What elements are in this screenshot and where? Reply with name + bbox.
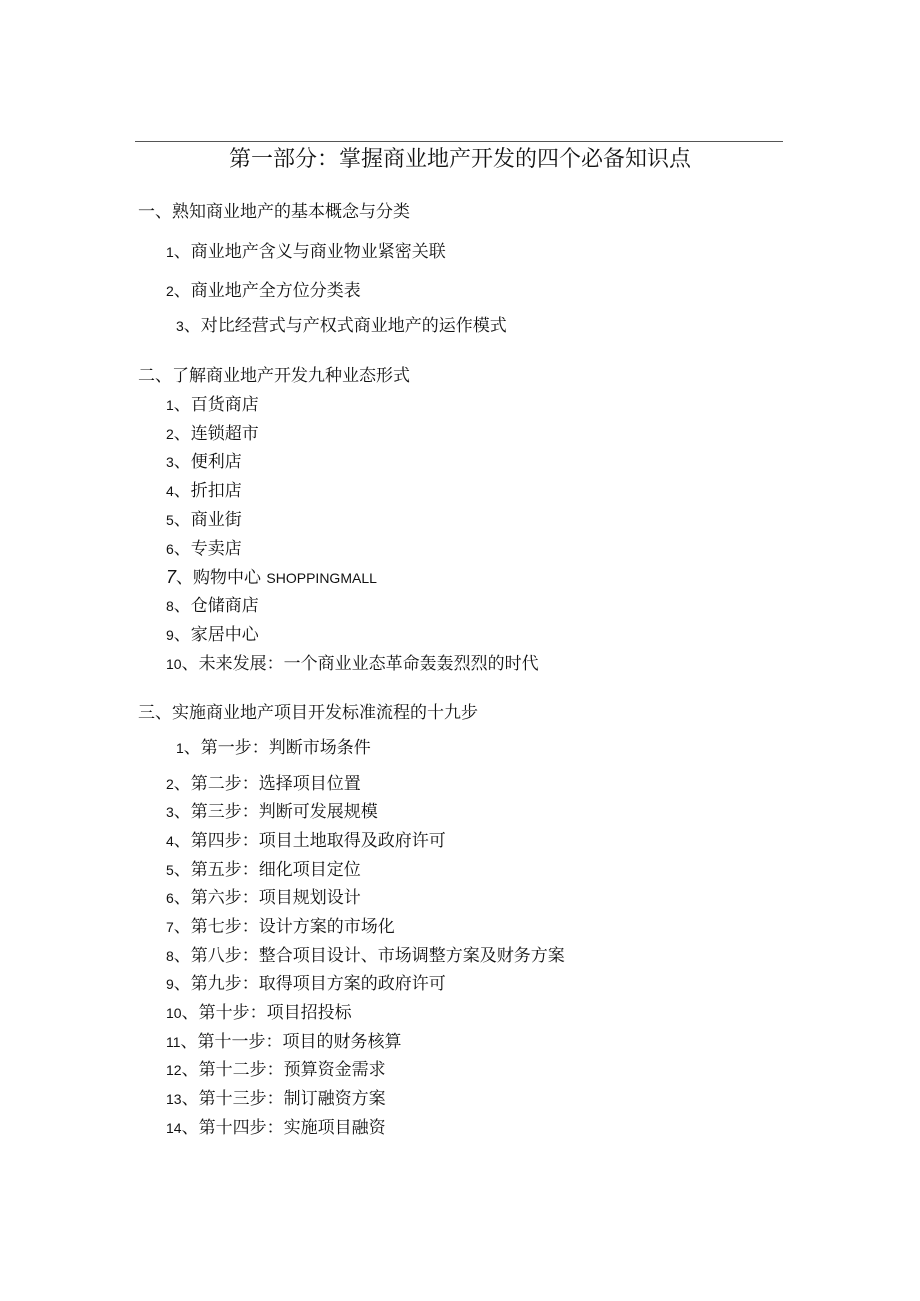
item-separator: 、 xyxy=(183,316,201,336)
item-text: 商业地产全方位分类表 xyxy=(190,281,361,301)
item-text: 第九步：取得项目方案的政府许可 xyxy=(190,974,446,994)
item-number: 5 xyxy=(166,862,174,878)
item-separator: 、 xyxy=(173,917,191,937)
list-item xyxy=(176,736,371,760)
item-text: 第一步：判断市场条件 xyxy=(200,738,371,758)
list-item xyxy=(166,537,242,561)
item-text: 商业街 xyxy=(190,510,242,530)
list-item xyxy=(166,450,242,474)
item-number: 10 xyxy=(166,1005,182,1021)
item-text: 第十三步：制订融资方案 xyxy=(198,1089,386,1109)
page-title: 第一部分：掌握商业地产开发的四个必备知识点 xyxy=(228,147,691,172)
list-item xyxy=(166,772,361,796)
item-number: 8 xyxy=(166,948,174,964)
item-separator: 、 xyxy=(173,596,191,616)
item-text: 连锁超市 xyxy=(190,424,259,444)
list-item xyxy=(166,240,446,264)
item-number: 9 xyxy=(166,976,174,992)
item-separator: 、 xyxy=(181,1060,199,1080)
list-item xyxy=(166,1116,386,1140)
item-number: 3 xyxy=(176,318,184,334)
item-number: 7 xyxy=(166,919,174,935)
list-item xyxy=(166,479,242,503)
item-text: 第八步：整合项目设计、市场调整方案及财务方案 xyxy=(190,946,565,966)
item-number: 6 xyxy=(166,541,174,557)
item-text: 第五步：细化项目定位 xyxy=(190,860,361,880)
item-number: 1 xyxy=(166,244,174,260)
item-number: 9 xyxy=(166,627,174,643)
item-separator: 、 xyxy=(173,802,191,822)
item-text: 专卖店 xyxy=(190,539,242,559)
item-text: 商业地产含义与商业物业紧密关联 xyxy=(190,242,446,262)
item-text: 第十四步：实施项目融资 xyxy=(198,1118,386,1138)
item-separator: 、 xyxy=(173,452,191,472)
item-number: 1 xyxy=(166,397,174,413)
item-number: 11 xyxy=(166,1034,181,1050)
item-number: 2 xyxy=(166,283,174,299)
item-text: 未来发展：一个商业业态革命轰轰烈烈的时代 xyxy=(198,654,539,674)
list-item xyxy=(166,594,259,618)
list-item xyxy=(166,1058,386,1082)
list-item xyxy=(166,393,259,417)
item-separator: 、 xyxy=(180,1032,198,1052)
item-separator: 、 xyxy=(173,510,191,530)
item-number: 4 xyxy=(166,833,174,849)
item-text: 第七步：设计方案的市场化 xyxy=(190,917,395,937)
list-item xyxy=(166,652,539,676)
item-text: 购物中心 xyxy=(193,568,262,588)
list-item xyxy=(166,972,446,996)
list-item xyxy=(166,508,242,532)
list-item xyxy=(166,886,361,910)
item-number: 13 xyxy=(166,1091,182,1107)
item-separator: 、 xyxy=(173,281,191,301)
item-text: 第三步：判断可发展规模 xyxy=(190,802,378,822)
section-heading: 一、熟知商业地产的基本概念与分类 xyxy=(138,202,410,222)
item-separator: 、 xyxy=(173,395,191,415)
item-text: 第二步：选择项目位置 xyxy=(190,774,361,794)
list-item xyxy=(166,422,259,446)
item-separator: 、 xyxy=(173,946,191,966)
list-item xyxy=(166,858,361,882)
item-separator: 、 xyxy=(181,654,199,674)
item-text: 家居中心 xyxy=(190,625,259,645)
list-item xyxy=(166,1087,386,1111)
item-text: 第四步：项目土地取得及政府许可 xyxy=(190,831,446,851)
list-item xyxy=(166,944,565,968)
list-item xyxy=(166,279,361,303)
item-text: 第十二步：预算资金需求 xyxy=(198,1060,386,1080)
item-number: 2 xyxy=(166,776,174,792)
section-heading: 二、了解商业地产开发九种业态形式 xyxy=(138,366,410,386)
list-item xyxy=(166,1001,352,1025)
item-latin-text: SHOPPINGMALL xyxy=(266,570,377,586)
item-number: 5 xyxy=(166,512,174,528)
item-separator: 、 xyxy=(173,974,191,994)
list-item xyxy=(166,565,377,590)
item-text: 折扣店 xyxy=(190,481,242,501)
list-item xyxy=(166,1030,402,1054)
item-separator: 、 xyxy=(181,1089,199,1109)
list-item xyxy=(166,915,395,939)
item-separator: 、 xyxy=(176,568,194,588)
item-separator: 、 xyxy=(181,1003,199,1023)
item-separator: 、 xyxy=(173,539,191,559)
item-text: 第六步：项目规划设计 xyxy=(190,888,361,908)
item-separator: 、 xyxy=(173,831,191,851)
item-separator: 、 xyxy=(173,424,191,444)
list-item xyxy=(176,314,507,338)
item-separator: 、 xyxy=(173,860,191,880)
item-separator: 、 xyxy=(173,242,191,262)
item-separator: 、 xyxy=(181,1118,199,1138)
section-heading: 三、实施商业地产项目开发标准流程的十九步 xyxy=(138,703,478,723)
item-number: 6 xyxy=(166,890,174,906)
item-text: 仓储商店 xyxy=(190,596,259,616)
list-item xyxy=(166,623,259,647)
item-separator: 、 xyxy=(173,481,191,501)
item-text: 便利店 xyxy=(190,452,242,472)
header-rule xyxy=(135,141,783,142)
item-text: 第十一步：项目的财务核算 xyxy=(197,1032,402,1052)
item-number: 4 xyxy=(166,483,174,499)
item-number: 3 xyxy=(166,454,174,470)
item-number: 2 xyxy=(166,426,174,442)
list-item xyxy=(166,800,378,824)
item-separator: 、 xyxy=(183,738,201,758)
item-text: 百货商店 xyxy=(190,395,259,415)
item-number: 7 xyxy=(166,567,177,587)
item-separator: 、 xyxy=(173,774,191,794)
item-number: 10 xyxy=(166,656,182,672)
item-text: 第十步：项目招投标 xyxy=(198,1003,352,1023)
item-separator: 、 xyxy=(173,888,191,908)
item-number: 3 xyxy=(166,804,174,820)
item-number: 14 xyxy=(166,1120,182,1136)
item-separator: 、 xyxy=(173,625,191,645)
item-text: 对比经营式与产权式商业地产的运作模式 xyxy=(200,316,507,336)
list-item xyxy=(166,829,446,853)
item-number: 12 xyxy=(166,1062,182,1078)
item-number: 8 xyxy=(166,598,174,614)
item-number: 1 xyxy=(176,740,184,756)
